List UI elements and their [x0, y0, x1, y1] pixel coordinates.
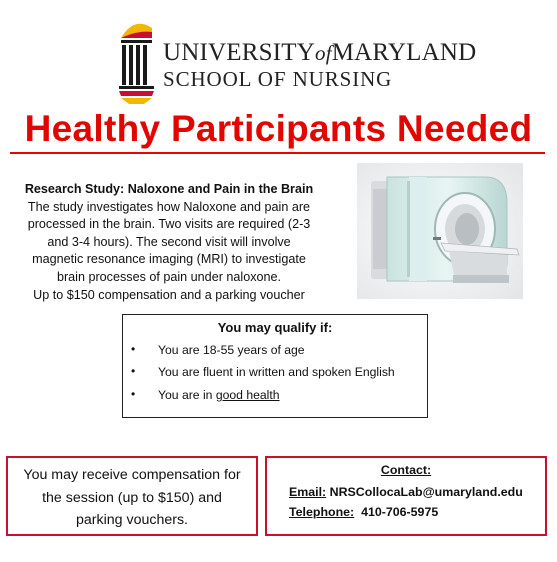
telephone-label: Telephone:: [289, 505, 355, 519]
study-compensation-line: Up to $150 compensation and a parking voucher: [33, 287, 305, 302]
email-address-link[interactable]: NRSCollocaLab@umaryland.edu: [329, 485, 523, 499]
logo-wordmark-university: UNIVERSITYofMARYLAND: [163, 39, 477, 66]
bullet-icon: •: [131, 387, 136, 401]
logo-wordmark-school: SCHOOL OF NURSING: [163, 67, 393, 91]
study-description: [10, 181, 328, 304]
contact-email: [289, 485, 523, 499]
criterion-text: You are fluent in written and spoken English: [158, 365, 395, 379]
criterion-text: You are in good health: [158, 388, 280, 402]
compensation-line: You may receive compensation for: [23, 467, 241, 483]
study-line: magnetic resonance imaging (MRI) to investigate: [32, 252, 306, 267]
compensation-line: the session (up to $150) and: [42, 489, 222, 506]
contact-title: Contact:: [380, 463, 432, 477]
telephone-number: 410-706-5975: [361, 505, 439, 519]
contact-box: [265, 456, 547, 536]
compensation-box: [6, 456, 258, 536]
headline: Healthy Participants Needed: [24, 108, 533, 149]
mri-scanner-image: [357, 163, 523, 299]
study-line: The study investigates how Naloxone and pain are: [27, 199, 311, 214]
good-health-emphasis: good health: [215, 388, 280, 402]
study-line: brain processes of pain under naloxone.: [56, 269, 282, 284]
eligibility-title: You may qualify if:: [217, 320, 333, 335]
study-title: Research Study: Naloxone and Pain in the Brain: [24, 182, 314, 196]
contact-telephone: [289, 505, 438, 519]
study-line: and 3-4 hours). The second visit will involve: [47, 234, 291, 249]
email-label: Email:: [289, 485, 327, 499]
umaryland-shield-icon: [119, 24, 154, 104]
study-line: processed in the brain. Two visits are required (2-3: [27, 217, 311, 232]
headline-underline: [10, 152, 545, 154]
eligibility-box: [122, 314, 428, 418]
bullet-icon: •: [131, 342, 136, 356]
compensation-line: parking vouchers.: [76, 512, 188, 528]
compensation-text: [14, 464, 250, 532]
criterion-text: You are 18-55 years of age: [158, 343, 305, 357]
bullet-icon: •: [131, 364, 136, 378]
